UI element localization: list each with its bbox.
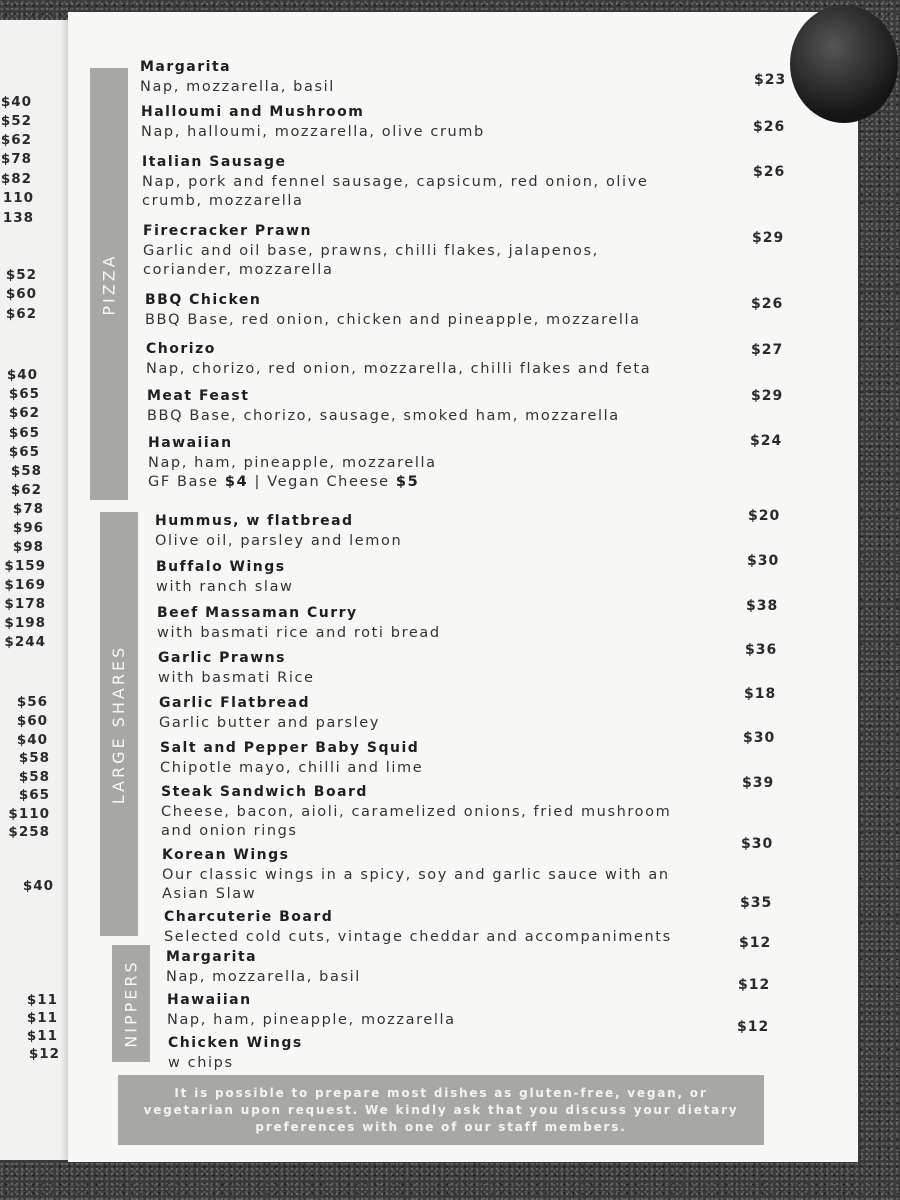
dietary-note [118, 1075, 764, 1145]
left-page-price: $62 [8, 405, 40, 421]
left-page-price: $56 [16, 694, 48, 710]
left-page-price: $78 [12, 501, 44, 517]
left-page-price: $62 [0, 132, 32, 148]
vegan-cheese-label: Vegan Cheese [267, 474, 390, 490]
left-page-price: $78 [0, 151, 32, 167]
menu-item [162, 847, 682, 904]
item-name: Salt and Pepper Baby Squid [160, 740, 420, 756]
menu-item [156, 559, 716, 597]
item-price: $18 [744, 686, 777, 702]
left-page-price: $11 [26, 1028, 58, 1044]
item-description: Our classic wings in a spicy, soy and garlic sauce with an Asian Slaw [162, 867, 670, 902]
section-bar-large-shares [100, 512, 138, 936]
item-price: $36 [745, 642, 778, 658]
left-page-price: $40 [0, 94, 32, 110]
item-description: with basmati rice and roti bread [157, 625, 441, 641]
item-description: BBQ Base, red onion, chicken and pineapple, mozzarella [145, 312, 641, 328]
item-name: Hawaiian [148, 435, 233, 451]
left-page-price: $198 [4, 615, 46, 631]
item-description: Garlic and oil base, prawns, chilli flakes, jalapenos, coriander, mozzarella [143, 243, 599, 278]
menu-item [158, 650, 718, 688]
left-page-price: $65 [8, 386, 40, 402]
item-name: Hawaiian [167, 992, 252, 1008]
item-name: Firecracker Prawn [143, 223, 312, 239]
left-page-price: $60 [5, 286, 37, 302]
item-name: Garlic Flatbread [159, 695, 311, 711]
menu-item [161, 784, 691, 841]
item-price: $35 [740, 895, 773, 911]
menu-item [160, 740, 720, 778]
left-page-price: $65 [18, 787, 50, 803]
item-description: Garlic butter and parsley [159, 715, 381, 731]
vegan-cheese-price: $5 [395, 474, 420, 490]
item-description: Nap, halloumi, mozzarella, olive crumb [141, 124, 485, 140]
left-page-price: $62 [5, 306, 37, 322]
left-page-price: 138 [2, 210, 34, 226]
menu-item [145, 292, 705, 330]
item-price: $23 [754, 72, 787, 88]
left-page-price: $52 [5, 267, 37, 283]
item-price: $29 [751, 388, 784, 404]
item-price: $26 [751, 296, 784, 312]
item-price: $30 [743, 730, 776, 746]
left-page-price: $244 [4, 634, 46, 650]
left-page-price: $159 [4, 558, 46, 574]
left-page-price: $12 [28, 1046, 60, 1062]
left-page-price: $169 [4, 577, 46, 593]
magnet [790, 5, 898, 123]
pizza-extras [148, 474, 419, 490]
item-description: Nap, chorizo, red onion, mozzarella, chilli flakes and feta [146, 361, 652, 377]
left-page-price: $110 [8, 806, 50, 822]
left-page-price: $178 [4, 596, 46, 612]
item-description: Nap, mozzarella, basil [166, 969, 361, 985]
item-description: Nap, ham, pineapple, mozzarella [148, 455, 437, 471]
menu-item [143, 223, 663, 280]
gf-base-price: $4 [224, 474, 249, 490]
left-page-price: $258 [8, 824, 50, 840]
menu-item [148, 435, 708, 473]
menu-item [155, 513, 715, 551]
menu-item [141, 104, 701, 142]
item-name: Chicken Wings [168, 1035, 303, 1051]
item-description: with ranch slaw [156, 579, 294, 595]
left-page-price: $82 [0, 171, 32, 187]
item-name: Hummus, w flatbread [155, 513, 354, 529]
dietary-note-text: It is possible to prepare most dishes as gluten-free, vegan, or vegetarian upon request. We kindly ask that you discuss your dietary preferences with one of our staff members. [143, 1085, 739, 1134]
left-page-price: 110 [2, 190, 34, 206]
menu-item [142, 154, 702, 211]
item-description: w chips [168, 1055, 234, 1071]
item-price: $29 [752, 230, 785, 246]
item-name: Italian Sausage [142, 154, 287, 170]
item-description: Nap, ham, pineapple, mozzarella [167, 1012, 456, 1028]
menu-item [167, 992, 727, 1030]
left-page-price: $40 [22, 878, 54, 894]
item-price: $24 [750, 433, 783, 449]
left-page-price: $52 [0, 113, 32, 129]
section-bar-nippers [112, 945, 150, 1062]
left-page-price: $11 [26, 1010, 58, 1026]
item-price: $30 [741, 836, 774, 852]
left-page-price: $11 [26, 992, 58, 1008]
item-description: Cheese, bacon, aioli, caramelized onions, fried mushroom and onion rings [161, 804, 672, 839]
item-name: Meat Feast [147, 388, 250, 404]
left-page-price: $58 [10, 463, 42, 479]
item-name: Charcuterie Board [164, 909, 334, 925]
item-name: Garlic Prawns [158, 650, 286, 666]
item-price: $30 [747, 553, 780, 569]
left-page-price: $58 [18, 750, 50, 766]
item-description: Nap, pork and fennel sausage, capsicum, red onion, olive crumb, mozzarella [142, 174, 649, 209]
item-name: Margarita [166, 949, 258, 965]
section-label-pizza: PIZZA [99, 252, 119, 316]
menu-item [146, 341, 706, 379]
menu-item [168, 1035, 728, 1073]
section-bar-pizza [90, 68, 128, 500]
item-name: Margarita [140, 59, 232, 75]
section-label-nippers: NIPPERS [121, 959, 141, 1048]
menu-item [166, 949, 726, 987]
item-name: Steak Sandwich Board [161, 784, 368, 800]
item-description: Nap, mozzarella, basil [140, 79, 335, 95]
item-price: $26 [753, 119, 786, 135]
item-price: $27 [751, 342, 784, 358]
left-page-price: $98 [12, 539, 44, 555]
menu-item [140, 59, 700, 97]
left-page-price: $62 [10, 482, 42, 498]
menu-item [147, 388, 707, 426]
item-name: Buffalo Wings [156, 559, 286, 575]
left-page-price: $96 [12, 520, 44, 536]
menu-item [157, 605, 717, 643]
left-page-price: $58 [18, 769, 50, 785]
item-name: Beef Massaman Curry [157, 605, 358, 621]
item-description: BBQ Base, chorizo, sausage, smoked ham, mozzarella [147, 408, 620, 424]
item-description: with basmati Rice [158, 670, 315, 686]
left-page-price: $65 [8, 444, 40, 460]
item-name: Chorizo [146, 341, 216, 357]
item-description: Olive oil, parsley and lemon [155, 533, 403, 549]
menu-item [164, 909, 724, 947]
item-name: Halloumi and Mushroom [141, 104, 365, 120]
item-price: $38 [746, 598, 779, 614]
extras-separator: | [254, 474, 262, 490]
gf-base-label: GF Base [148, 474, 219, 490]
menu-item [159, 695, 719, 733]
left-page-price: $40 [6, 367, 38, 383]
item-name: BBQ Chicken [145, 292, 262, 308]
item-price: $12 [737, 1019, 770, 1035]
item-price: $20 [748, 508, 781, 524]
item-price: $12 [739, 935, 772, 951]
item-description: Selected cold cuts, vintage cheddar and accompaniments [164, 929, 672, 945]
item-name: Korean Wings [162, 847, 290, 863]
item-price: $12 [738, 977, 771, 993]
item-price: $26 [753, 164, 786, 180]
section-label-large-shares: LARGE SHARES [109, 644, 129, 804]
item-description: Chipotle mayo, chilli and lime [160, 760, 424, 776]
item-price: $39 [742, 775, 775, 791]
left-page-price: $60 [16, 713, 48, 729]
left-page-price: $40 [16, 732, 48, 748]
left-page-price: $65 [8, 425, 40, 441]
